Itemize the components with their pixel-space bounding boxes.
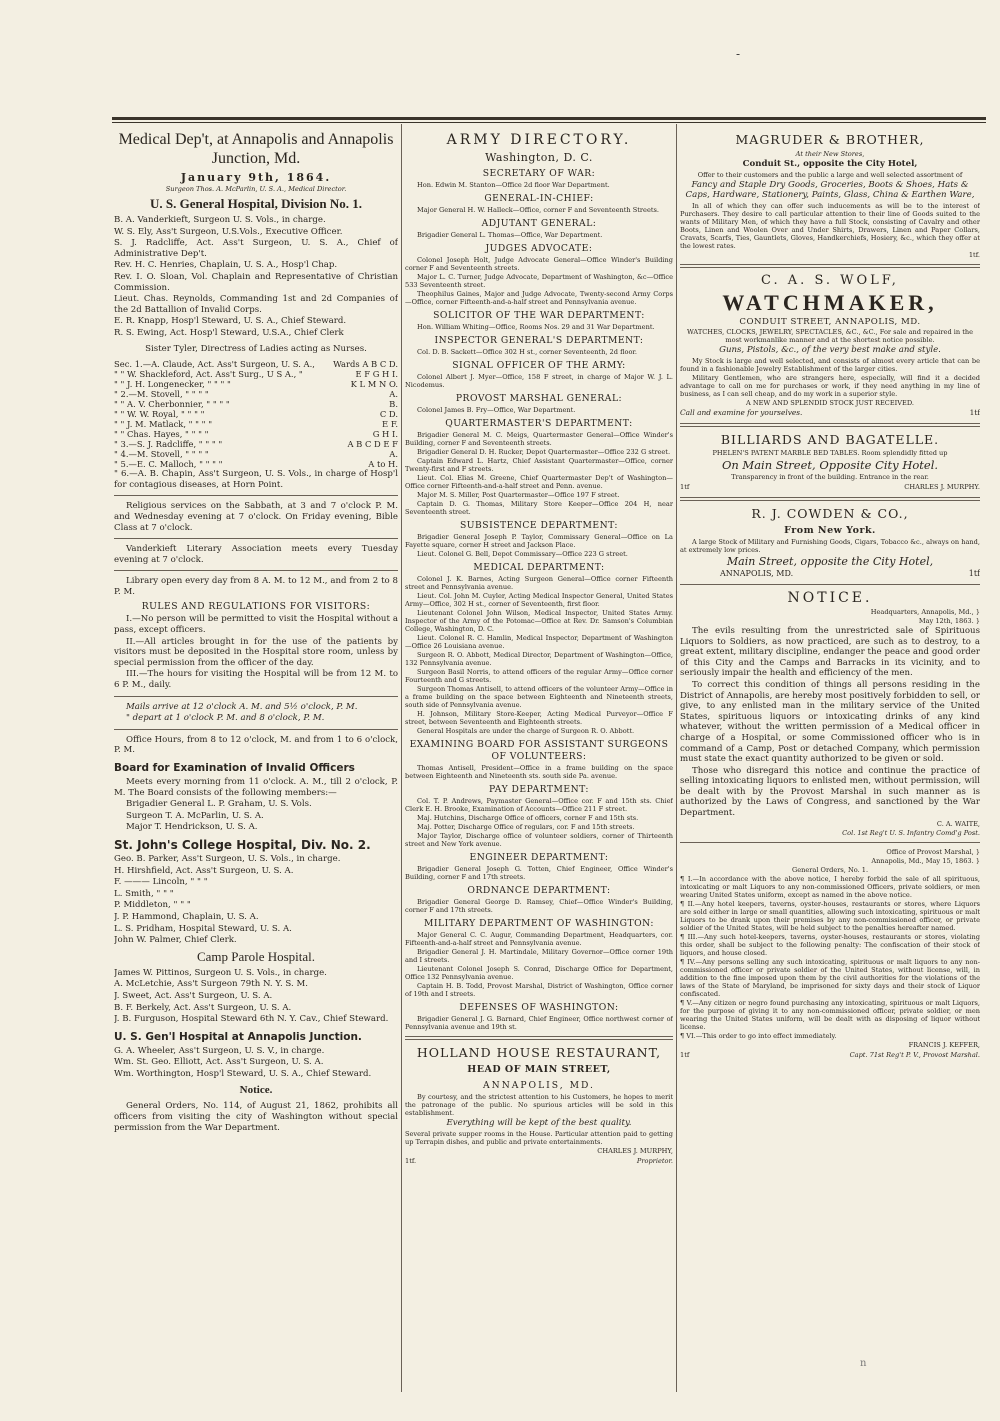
- ward-row: " 4.—M. Stovell, " " " " A.: [114, 449, 398, 460]
- directory-entry: Theophilus Gaines, Major and Judge Advocate, Twenty-second Army Corps—Office, corner Fifteenth-and-a-half street and Pennsylvania avenue.: [405, 290, 673, 306]
- wolf-text: Military Gentlemen, who are strangers here, especially, will find it a decided advantage to call on me for purchases or work, if they need anything in my line of business, as I can sell cheap, and do my work in a superior style.: [680, 373, 980, 398]
- directory-entry: Lieut. Colonel G. Bell, Depot Commissary—Office 223 G street.: [417, 550, 628, 558]
- notice-date: May 12th, 1863. }: [918, 616, 980, 625]
- cowden-city: ANNAPOLIS, MD.: [720, 568, 794, 578]
- board-member: Brigadier General L. P. Graham, U. S. Vols.: [126, 799, 312, 810]
- mails-depart: " depart at 1 o'clock P. M. and 8 o'clock, P. M.: [126, 713, 325, 724]
- staff-line: Rev. I. O. Sloan, Vol. Chaplain and Representative of Christian Commission.: [114, 271, 398, 293]
- directory-entry: Colonel J. K. Barnes, Acting Surgeon General—Office corner Fifteenth street and Pennsylvania avenue.: [405, 575, 673, 591]
- directory-heading: MILITARY DEPARTMENT OF WASHINGTON:: [423, 918, 654, 929]
- pm-item: ¶ II.—Any hotel keepers, taverns, oyster-houses, restaurants or stores, where Liquors are sold either in large or small quantities, allowing such intoxicating, spirituous or malt Liquors to be drank upon their premises by any non-commissioned officer, or private soldier of the United States, will be held subject to the penalties hereafter named.: [680, 899, 980, 932]
- staff-line: James W. Pittinos, Surgeon U. S. Vols., in charge.: [114, 967, 327, 978]
- board-text: Meets every morning from 11 o'clock. A. M., till 2 o'clock, P. M. The Board consists of the following members:—: [114, 777, 398, 798]
- column-army-directory: [405, 128, 673, 1390]
- divider: [114, 570, 398, 571]
- top-rule: [112, 117, 986, 120]
- directory-entry: Brigadier General Joseph P. Taylor, Commissary General—Office on La Fayette square, corner H street and Jackson Place.: [405, 533, 673, 549]
- column-divider: [676, 124, 677, 1392]
- directory-entry: Hon. William Whiting—Office, Rooms Nos. 29 and 31 War Department.: [417, 323, 655, 331]
- staff-line: L. S. Pridham, Hospital Steward, U. S. A.: [114, 923, 292, 934]
- directory-heading: PROVOST MARSHAL GENERAL:: [455, 393, 623, 404]
- cowden-tag: 1tf: [968, 568, 980, 578]
- junction-title: U. S. Gen'l Hospital at Annapolis Junction.: [114, 1030, 362, 1043]
- directory-entry: Maj. Potter, Discharge Office of regulars, cor. F and 15th streets.: [417, 823, 635, 831]
- directory-entry: Lieutenant Colonel Joseph S. Conrad, Discharge Office for Department, Office 132 Pennsylvania avenue.: [405, 965, 673, 981]
- corner-mark: -: [736, 47, 741, 61]
- wolf-text: My Stock is large and well selected, and consists of almost every article that can be found in a fashionable Jewelry Establishment of the larger cities.: [680, 356, 980, 373]
- directory-entry: Lieut. Col. John M. Cuyler, Acting Medical Inspector General, United States Army—Office, 302 H st., corner of Seventeenth, first floor.: [405, 592, 673, 608]
- staff-line: G. A. Wheeler, Ass't Surgeon, U. S. V., in charge.: [114, 1045, 325, 1056]
- ward-row: Sec. 1.—A. Claude, Act. Ass't Surgeon, U. S. A., Wards A B C D.: [114, 359, 398, 370]
- staff-line: Lieut. Chas. Reynolds, Commanding 1st and 2d Companies of the 2d Battallion of Invalid Corps.: [114, 294, 398, 315]
- ward-row: " " J. M. Matlack, " " " " E F.: [114, 419, 398, 430]
- directory-entry: Colonel James B. Fry—Office, War Department.: [417, 406, 576, 414]
- billiards-signature: CHARLES J. MURPHY.: [904, 482, 980, 491]
- directory-entry: Captain H. B. Todd, Provost Marshal, District of Washington, Office corner of 19th and I streets.: [405, 982, 673, 998]
- medical-director: Surgeon Thos. A. McParlin, U. S. A., Medical Director.: [165, 185, 347, 193]
- page-number: n: [860, 1358, 867, 1369]
- rule-item: I.—No person will be permitted to visit the Hospital without a pass, except officers.: [114, 614, 398, 636]
- staff-line: W. S. Ely, Ass't Surgeon, U.S.Vols., Executive Officer.: [114, 226, 343, 237]
- magruder-subtitle: At their New Stores,: [795, 150, 865, 158]
- directory-entry: Captain D. G. Thomas, Military Store Keeper—Office 204 H, near Seventeenth street.: [405, 500, 673, 516]
- notice-rank: Col. 1st Reg't U. S. Infantry Comd'g Post.: [842, 828, 980, 837]
- parole-title: Camp Parole Hospital.: [196, 948, 316, 964]
- pm-item: ¶ IV.—Any persons selling any such intoxicating, spirituous or malt liquors to any non-commissioned officer or private soldier of the United States, without license, will, in addition to the fine imposed upon them by the civil authorities for the violations of the laws of the State of Maryland, be imprisoned for sixty days and their stock of Liquor confiscated.: [680, 957, 980, 998]
- ward-row: " " J. H. Longenecker, " " " " K L M N O.: [114, 379, 398, 390]
- directory-heading: ENGINEER DEPARTMENT:: [469, 852, 609, 863]
- board-title: Board for Examination of Invalid Officers: [114, 762, 355, 774]
- directory-heading: INSPECTOR GENERAL'S DEPARTMENT:: [434, 335, 644, 346]
- directory-entry: Major M. S. Miller, Post Quartermaster—Office 197 F street.: [417, 491, 620, 499]
- pm-item: ¶ V.—Any citizen or negro found purchasing any intoxicating, spirituous or malt Liquors, for the purpose of giving it to any non-commissioned officer, private soldier, or men wearing the United States uniform, will be dealt with as disposing of liquor without license.: [680, 998, 980, 1031]
- holland-footer: [405, 1156, 673, 1166]
- army-directory-subtitle: Washington, D. C.: [485, 151, 593, 164]
- medical-title: Medical Dep't, at Annapolis and Annapolis Junction, Md.: [118, 131, 394, 167]
- pm-signature: FRANCIS J. KEFFER,: [908, 1040, 980, 1049]
- directory-heading: GENERAL-IN-CHIEF:: [484, 193, 594, 204]
- pm-office: Office of Provost Marshal, }: [886, 847, 980, 856]
- directory-entry: General Hospitals are under the charge of Surgeon R. O. Abbott.: [417, 727, 635, 735]
- staff-line: F. ——— Lincoln, " " ": [114, 877, 208, 888]
- directory-entry: Major L. C. Turner, Judge Advocate, Department of Washington, &c—Office 533 Seventeenth street.: [405, 273, 673, 289]
- column-divider: [401, 124, 402, 1392]
- holland-title: HOLLAND HOUSE RESTAURANT,: [416, 1045, 662, 1060]
- staff-line: E. R. Knapp, Hosp'l Steward, U. S. A., Chief Steward.: [114, 316, 347, 327]
- staff-line: S. J. Radcliffe, Act. Ass't Surgeon, U. S. A., Chief of Administrative Dep't.: [114, 238, 398, 259]
- ward-row: " 2.—M. Stovell, " " " " A.: [114, 389, 398, 400]
- stjohn-title: St. John's College Hospital, Div. No. 2.: [114, 837, 371, 852]
- directory-entry: Major Taylor, Discharge office of volunteer soldiers, corner of Thirteenth street and New York avenue.: [405, 832, 673, 848]
- directory-heading: EXAMINING BOARD FOR ASSISTANT SURGEONS OF VOLUNTEERS:: [409, 739, 669, 762]
- cowden-text: A large Stock of Military and Furnishing Goods, Cigars, Tobacco &c., always on hand, at extremely low prices.: [680, 537, 980, 554]
- pm-item: ¶ I.—In accordance with the above notice, I hereby forbid the sale of all spirituous, intoxicating or malt Liquors to any non-commissioned Officers, private soldiers, or men wearing United States uniform, except as named in the above notice.: [680, 874, 980, 899]
- cowden-footer: [680, 569, 980, 579]
- directory-heading: MEDICAL DEPARTMENT:: [473, 562, 605, 573]
- holland-signature: CHARLES J. MURPHY,: [597, 1146, 673, 1155]
- pm-rank: Capt. 71st Reg't P. V., Provost Marshal.: [849, 1050, 980, 1059]
- directory-entry: Hon. Edwin M. Stanton—Office 2d floor War Department.: [417, 181, 610, 189]
- religious-services: Religious services on the Sabbath, at 3 and 7 o'clock P. M. and Wednesday evening at 7 o'clock. On Friday evening, Bible Class at 7 o'clock.: [114, 501, 398, 533]
- wolf-call: Call and examine for yourselves.: [680, 407, 803, 417]
- divider: [114, 696, 398, 697]
- cowden-title: R. J. COWDEN & CO.,: [751, 505, 909, 521]
- directory-entry: Colonel Albert J. Myer—Office, 158 F street, in charge of Major W. J. L. Nicodemus.: [405, 373, 673, 389]
- directory-heading: SUBSISTENCE DEPARTMENT:: [459, 520, 618, 531]
- directory-entry: Thomas Antisell, President—Office in a frame building on the space between Eighteenth and Nineteenth sts. south side Pa. avenue.: [405, 764, 673, 780]
- pm-item: ¶ VI.—This order to go into effect immediately.: [680, 1031, 837, 1040]
- ward-row: " 3.—S. J. Radcliffe, " " " " A B C D E F: [114, 439, 398, 450]
- pm-date: Annapolis, Md., May 15, 1863. }: [871, 856, 980, 865]
- rule-item: III.—The hours for visiting the Hospital will be from 12 M. to 6 P. M., daily.: [114, 669, 398, 691]
- holland-city: ANNAPOLIS, MD.: [483, 1080, 595, 1091]
- staff-line: John W. Palmer, Chief Clerk.: [114, 935, 237, 946]
- rule-item: II.—All articles brought in for the use of the patients by visitors must be deposited in the Hospital store room, unless by special permission from the officer of the day.: [114, 636, 398, 668]
- wolf-name: C. A. S. WOLF,: [761, 272, 899, 288]
- directory-entry: Brigadier General D. H. Rucker, Depot Quartermaster—Office 232 G street.: [417, 448, 671, 456]
- directory-entry: Brigadier General Joseph G. Totten, Chief Engineer, Office Winder's Building, corner F and 17th streets.: [405, 865, 673, 881]
- directory-entry: Lieut. Col. Elias M. Greene, Chief Quartermaster Dep't of Washington—Office corner Fifteenth-and-a-half street and Penn. avenue.: [405, 474, 673, 490]
- directory-entry: H. Johnson, Military Store-Keeper, Acting Medical Purveyor—Office F street, between Seventeenth and Eighteenth streets.: [405, 710, 673, 726]
- staff-line: J. Sweet, Act. Ass't Surgeon, U. S. A.: [114, 990, 273, 1001]
- directory-heading: DEFENSES OF WASHINGTON:: [459, 1002, 619, 1013]
- divider: [680, 584, 980, 585]
- divider: [114, 495, 398, 496]
- notice-title: NOTICE.: [787, 589, 873, 606]
- contagious-line: " 6.—A. B. Chapin, Ass't Surgeon, U. S. Vols., in charge of Hosp'l for contagious diseases, at Horn Point.: [114, 469, 398, 490]
- wolf-footer: [680, 408, 980, 418]
- billiards-location: On Main Street, Opposite City Hotel.: [721, 457, 939, 472]
- top-rule-thin: [112, 122, 986, 123]
- staff-line: H. Hirshfield, Act. Ass't Surgeon, U. S. A.: [114, 865, 294, 876]
- billiards-title: BILLIARDS AND BAGATELLE.: [720, 431, 940, 447]
- notice-text: General Orders, No. 114, of August 21, 1862, prohibits all officers from visiting the city of Washington without special permission from the War Department.: [114, 1101, 398, 1133]
- notice-paragraph: Those who disregard this notice and continue the practice of selling intoxicating liquors to enlisted men, without permission, will be dealt with by the Provost Marshal in such manner as is authorized by the Laws of Congress, and sanctioned by the War Department.: [680, 765, 980, 819]
- holland-text: By courtesy, and the strictest attention to his Customers, he hopes to merit the patronage of the public. No spurious articles will be sold in this establishment.: [405, 1093, 673, 1117]
- divider: [114, 538, 398, 539]
- board-member: Major T. Hendrickson, U. S. A.: [126, 822, 258, 833]
- magruder-tag: 1tf.: [968, 250, 980, 259]
- directory-entry: Brigadier General J. G. Barnard, Chief Engineer, Office northwest corner of Pennsylvania avenue and 19th st.: [405, 1015, 673, 1031]
- directory-heading: JUDGES ADVOCATE:: [485, 243, 593, 254]
- directory-heading: ORDNANCE DEPARTMENT:: [467, 885, 611, 896]
- notice-signature: C. A. WAITE,: [936, 819, 980, 828]
- ward-row: " " W. W. Royal, " " " " C D.: [114, 409, 398, 420]
- magruder-title: MAGRUDER & BROTHER,: [735, 132, 925, 147]
- staff-line: Wm. St. Geo. Elliott, Act. Ass't Surgeon, U. S. A.: [114, 1057, 324, 1068]
- ward-row: " " A. V. Cherbonnier, " " " " B.: [114, 399, 398, 410]
- cowden-location: Main Street, opposite the City Hotel,: [726, 554, 934, 568]
- billiards-footer: [680, 482, 980, 492]
- holland-quote: Everything will be kept of the best quality.: [446, 1118, 632, 1128]
- directory-entry: Major General C. C. Augur, Commanding Department, Headquarters, cor. Fifteenth-and-a-half street and Pennsylvania avenue.: [405, 931, 673, 947]
- literary-association: Vanderkieft Literary Association meets every Tuesday evening at 7 o'clock.: [114, 544, 398, 565]
- divider: [114, 729, 398, 730]
- ward-row: " " Chas. Hayes, " " " " G H I.: [114, 429, 398, 440]
- directory-entry: Lieut. Colonel R. C. Hamlin, Medical Inspector, Department of Washington—Office 26 Louisiana avenue.: [405, 634, 673, 650]
- magruder-text: In all of which they can offer such inducements as will be to the interest of Purchasers. They desire to call particular attention to their line of Goods suited to the wants of Military Men, of which they have a full Stock, consisting of Cavalry and other Boots, Linen and Woolen Over and Under Shirts, Drawers, Linen and Paper Collars, Cravats, Scarfs, Ties, Gauntlets, Gloves, Handkerchiefs, Hosiery, &c., which they offer at the lowest rates.: [680, 201, 980, 250]
- magruder-offer: Offer to their customers and the public a large and well selected assortment of: [697, 170, 963, 179]
- directory-heading: SECRETARY OF WAR:: [482, 168, 596, 179]
- wolf-new-stock: A NEW AND SPLENDID STOCK JUST RECEIVED.: [746, 398, 914, 407]
- mails-arrive: Mails arrive at 12 o'clock A. M. and 5½ o'clock, P. M.: [126, 701, 358, 712]
- staff-line: L. Smith, " " ": [114, 888, 174, 899]
- column-medical: [114, 128, 398, 1390]
- directory-heading: SIGNAL OFFICER OF THE ARMY:: [452, 360, 626, 371]
- billiards-transparency: Transparency in front of the building. Entrance in the rear.: [731, 472, 929, 481]
- wolf-items: WATCHES, CLOCKS, JEWELRY, SPECTACLES, &C., &C., For sale and repaired in the most workmanlike manner and at the shortest notice possible.: [686, 328, 974, 345]
- notice-title: Notice.: [239, 1084, 273, 1097]
- directory-entry: Brigadier General M. C. Meigs, Quartermaster General—Office Winder's Building, corner F and Seventeenth streets.: [405, 431, 673, 447]
- divider: [680, 497, 980, 501]
- holland-tag: 1tf.: [405, 1156, 417, 1165]
- holland-role: Proprietor.: [636, 1156, 673, 1165]
- directory-heading: PAY DEPARTMENT:: [488, 784, 590, 795]
- magruder-goods: Fancy and Staple Dry Goods, Groceries, Boots & Shoes, Hats & Caps, Hardware, Stationery, Paints, Glass, China & Earthen Ware,: [685, 179, 975, 201]
- wolf-trade: WATCHMAKER,: [722, 289, 938, 315]
- staff-line: J. P. Hammond, Chaplain, U. S. A.: [114, 911, 259, 922]
- divider: [680, 842, 980, 843]
- army-directory-title: ARMY DIRECTORY.: [446, 132, 632, 148]
- divider: [405, 1036, 673, 1040]
- column-advertisements: [680, 128, 980, 1390]
- directory-entry: Maj. Hutchins, Discharge Office of officers, corner F and 15th sts.: [417, 814, 639, 822]
- wolf-guns: Guns, Pistols, &c., of the very best make and style.: [719, 345, 941, 356]
- library-hours: Library open every day from 8 A. M. to 12 M., and from 2 to 8 P. M.: [114, 576, 398, 597]
- directory-entry: Captain Edward L. Hartz, Chief Assistant Quartermaster—Office, corner Twenty-first and F streets.: [405, 457, 673, 473]
- staff-line: Wm. Worthington, Hosp'l Steward, U. S. A., Chief Steward.: [114, 1068, 372, 1079]
- directory-heading: SOLICITOR OF THE WAR DEPARTMENT:: [433, 310, 645, 321]
- directory-entry: Brigadier General J. H. Martindale, Military Governor—Office corner 19th and I streets.: [405, 948, 673, 964]
- divider: [680, 423, 980, 427]
- staff-line: Geo. B. Parker, Ass't Surgeon, U. S. Vols., in charge.: [114, 853, 341, 864]
- staff-line: A. McLetchie, Ass't Surgeon 79th N. Y. S. M.: [114, 979, 308, 990]
- staff-line: J. B. Furguson, Hospital Steward 6th N. Y. Cav., Chief Steward.: [114, 1014, 389, 1025]
- ward-row: " " W. Shackleford, Act. Ass't Surg., U S A., " E F G H I.: [114, 369, 398, 380]
- division1-title: U. S. General Hospital, Division No. 1.: [150, 196, 362, 211]
- directory-entry: Surgeon Basil Norris, to attend officers of the regular Army—Office corner Fourteenth and G streets.: [405, 668, 673, 684]
- ward-table: [114, 359, 398, 469]
- cowden-subtitle: From New York.: [784, 524, 876, 536]
- holland-text2: Several private supper rooms in the House. Particular attention paid to getting up Terrapin dishes, and public and private entertainments.: [405, 1129, 673, 1146]
- billiards-tag: 1tf: [680, 482, 690, 491]
- pm-footer: [680, 1050, 980, 1060]
- ward-row: " 5.—E. C. Malloch, " " " " A to H.: [114, 459, 398, 470]
- pm-item: ¶ III.—Any such hotel-keepers, taverns, oyster-houses, restaurants or stores, violating this order, shall be subject to the following penalty: The confiscation of their stock of liquors, and house closed.: [680, 932, 980, 957]
- medical-date: January 9th, 1864.: [180, 171, 332, 184]
- directory-heading: ADJUTANT GENERAL:: [481, 218, 597, 229]
- magruder-address: Conduit St., opposite the City Hotel,: [742, 159, 918, 169]
- directory-entry: Surgeon R. O. Abbott, Medical Director, Department of Washington—Office, 132 Pennsylvania avenue.: [405, 651, 673, 667]
- directory-entry: Surgeon Thomas Antisell, to attend officers of the volunteer Army—Office in a frame building on the space between Eighteenth and Nineteenth streets, south side of Pennsylvania avenue.: [405, 685, 673, 709]
- notice-paragraph: To correct this condition of things all persons residing in the District of Annapolis, are hereby most positively forbidden to sell, or give, to any enlisted man in the military service of the United States, spirituous liquors or intoxicating drinks of any kind whatever, without the written permission of a Medical officer in charge of a Hospital, or some Commissioned officer who is in command of a Camp, Post or detached Company, which permission must state the exact quantity authorized to be given or sold.: [680, 679, 980, 765]
- wolf-tag: 1tf: [969, 407, 980, 417]
- divider: [680, 264, 980, 268]
- rules-title: RULES AND REGULATIONS FOR VISITORS:: [141, 601, 371, 613]
- board-member: Surgeon T. A. McParlin, U. S. A.: [126, 810, 264, 821]
- directory-entry: Lieutenant Colonel John Wilson, Medical Inspector, United States Army. Inspector of the Army of the Potomac—Office at Rev. Dr. Samson's Columbian College, Washington, D. C.: [405, 609, 673, 633]
- pm-tag: 1tf: [680, 1050, 690, 1059]
- directory-entry: Colonel Joseph Holt, Judge Advocate General—Office Winder's Building corner F and Seventeenth streets.: [405, 256, 673, 272]
- directory-entry: Brigadier General George D. Ramsey, Chief—Office Winder's Building, corner F and 17th streets.: [405, 898, 673, 914]
- staff-line: B. A. Vanderkieft, Surgeon U. S. Vols., in charge.: [114, 215, 326, 225]
- directory-entry: Col. T. P. Andrews, Paymaster General—Office cor. F and 15th sts. Chief Clerk E. H. Brooke, Examination of Accounts—Office 211 F street.: [405, 797, 673, 813]
- sister-line: Sister Tyler, Directress of Ladies acting as Nurses.: [145, 343, 367, 354]
- staff-line: R. S. Ewing, Act. Hosp'l Steward, U.S.A., Chief Clerk: [114, 327, 344, 338]
- billiards-text: PHELEN'S PATENT MARBLE BED TABLES. Room splendidly fitted up: [712, 448, 948, 457]
- staff-line: P. Middleton, " " ": [114, 900, 191, 911]
- directory-entry: Major General H. W. Halleck—Office, corner F and Seventeenth Streets.: [417, 206, 659, 214]
- holland-subtitle: HEAD OF MAIN STREET,: [467, 1064, 611, 1075]
- staff-line: B. F. Berkely, Act. Ass't Surgeon, U. S. A.: [114, 1002, 292, 1013]
- directory-sections: [405, 168, 673, 1031]
- directory-heading: QUARTERMASTER'S DEPARTMENT:: [445, 418, 633, 429]
- directory-entry: Brigadier General L. Thomas—Office, War Department.: [417, 231, 603, 239]
- wolf-address: CONDUIT STREET, ANNAPOLIS, MD.: [739, 316, 921, 327]
- notice-headquarters: Headquarters, Annapolis, Md., }: [870, 607, 980, 616]
- staff-line: Rev. H. C. Henries, Chaplain, U. S. A., Hosp'l Chap.: [114, 260, 338, 271]
- directory-entry: Col. D. B. Sackett—Office 302 H st., corner Seventeenth, 2d floor.: [417, 348, 637, 356]
- office-hours: Office Hours, from 8 to 12 o'clock, M. and from 1 to 6 o'clock, P. M.: [114, 734, 398, 756]
- pm-orders: General Orders, No. 1.: [791, 865, 869, 874]
- notice-paragraph: The evils resulting from the unrestricted sale of Spirituous Liquors to Soldiers, as now practiced, are such as to destroy, to a great extent, military discipline, endanger the peace and good order of this City and the Camps and Barracks in its vicinity, and to seriously impair the health and efficiency of the men.: [680, 625, 980, 679]
